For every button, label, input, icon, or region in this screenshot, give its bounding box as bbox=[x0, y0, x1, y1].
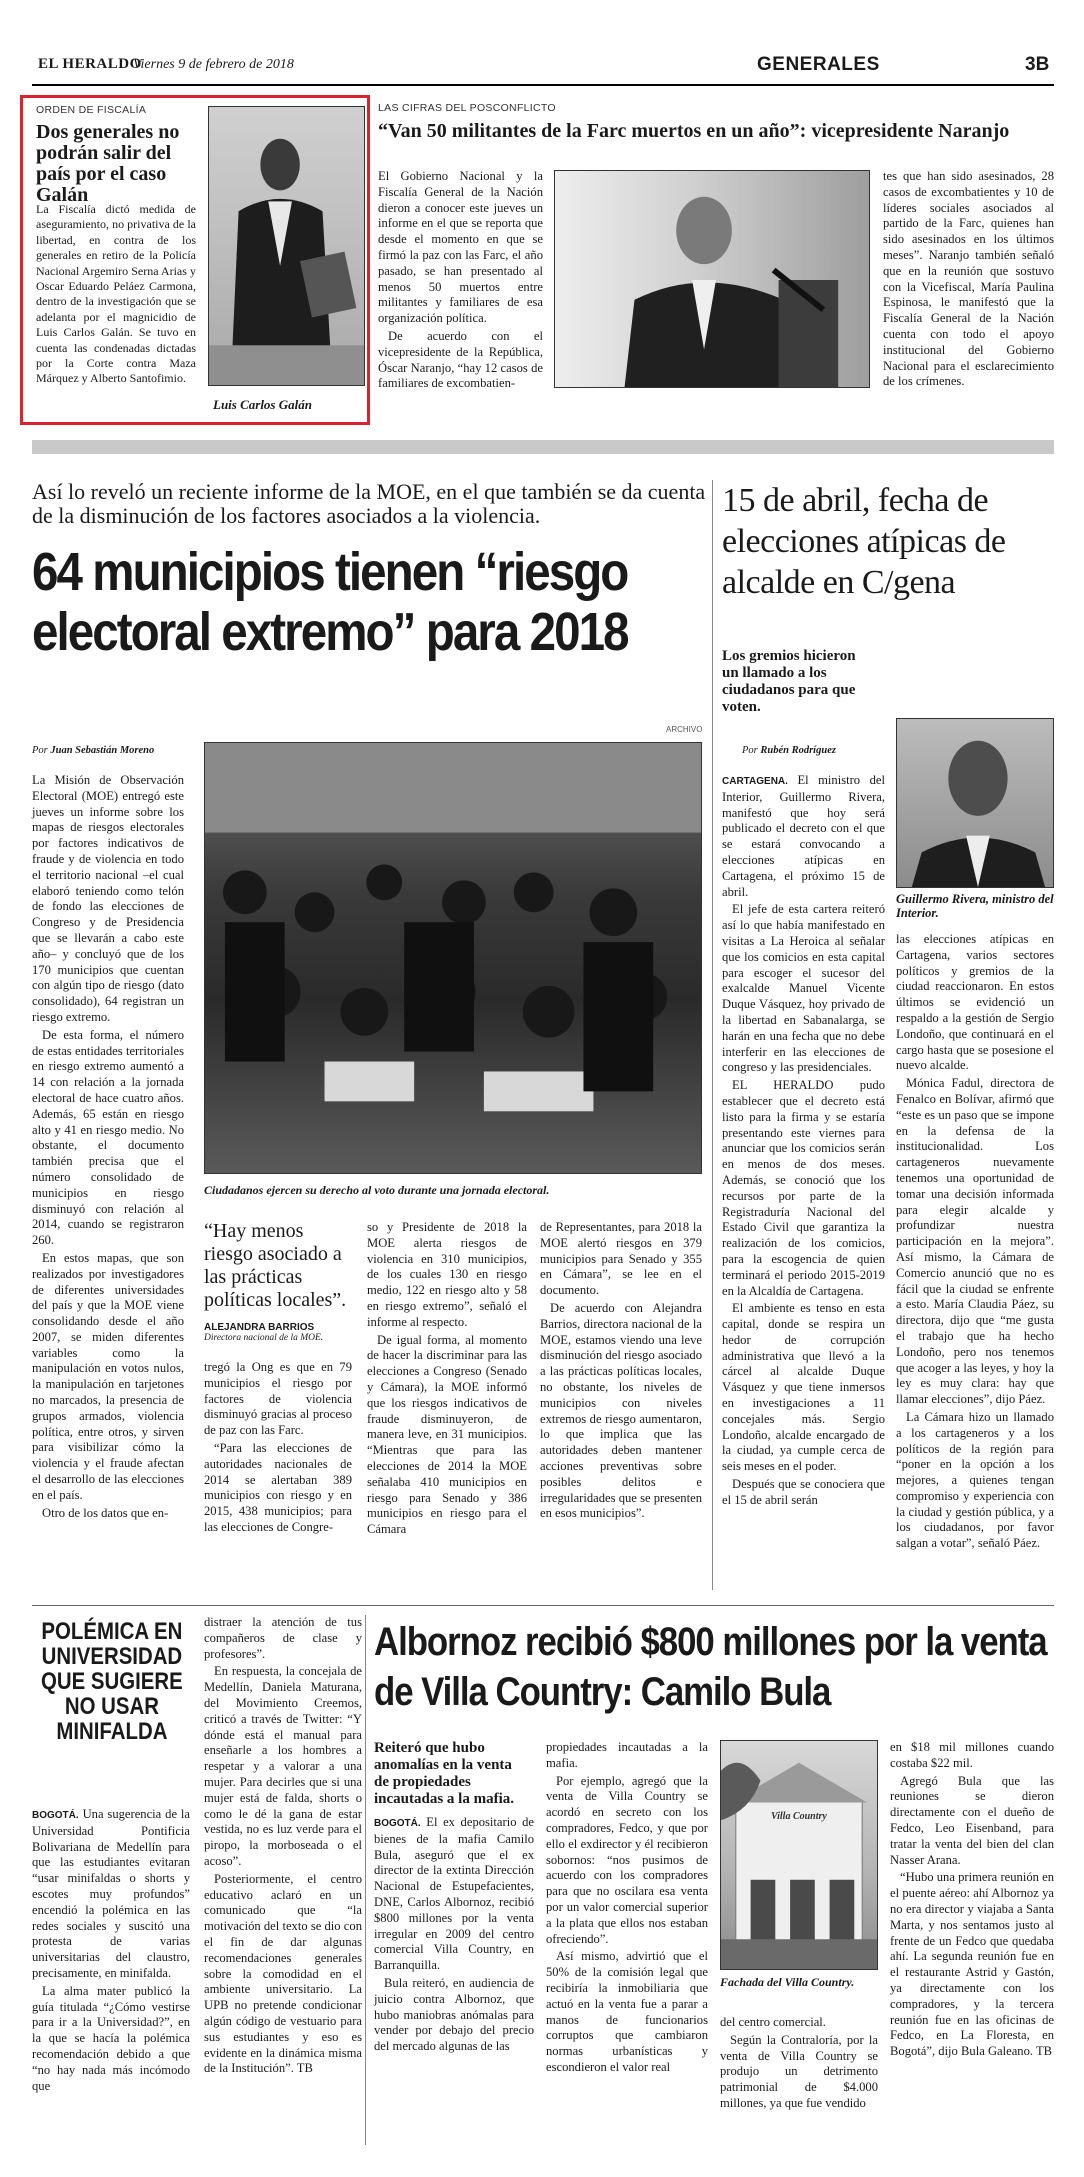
header-date: Viernes 9 de febrero de 2018 bbox=[133, 57, 294, 72]
cartagena-article bbox=[722, 480, 1054, 1600]
bottom-divider bbox=[32, 1605, 1054, 1606]
fiscalia-caption: Luis Carlos Galán bbox=[213, 397, 312, 412]
moe-quote-role: Directora nacional de la MOE. bbox=[204, 1333, 324, 1343]
header-rule bbox=[32, 84, 1054, 86]
albornoz-dateline: BOGOTÁ. bbox=[374, 1818, 421, 1829]
fiscalia-box bbox=[20, 95, 370, 425]
column-rule bbox=[712, 480, 713, 1590]
naranjo-photo bbox=[554, 170, 870, 388]
albornoz-headline: Albornoz recibió $800 millones por la venta de Villa Country: Camilo Bula bbox=[374, 1620, 1047, 1714]
cartagena-deck: Los gremios hicieron un llamado a los ciudadanos para que voten. bbox=[722, 648, 856, 715]
moe-deck: Así lo reveló un reciente informe de la MOE, en el que también se da cuenta de la disminución de los factores asociados a la violencia. bbox=[32, 479, 706, 528]
moe-quote-author: ALEJANDRA BARRIOS bbox=[204, 1322, 315, 1333]
albornoz-caption: Fachada del Villa Country. bbox=[720, 1975, 855, 1989]
cartagena-dateline: CARTAGENA. bbox=[722, 776, 788, 787]
minifalda-headline: POLÉMICA EN UNIVERSIDAD QUE SUGIERE NO USAR MINIFALDA bbox=[41, 1618, 183, 1745]
page-header bbox=[32, 52, 1054, 82]
posconflicto-col2: tes que han sido asesinados, 28 casos de excombatientes y 10 de líderes sociales asociados al partido de la Farc, quienes han sido asesinados en los últimos meses”. Naranjo también señaló que en la reunión que sostuvo con la Vicefiscal, María Paulina Espinosa, le manifestó que la Fiscalía General de la Nación cuenta con todo el apoyo institucional del Gobierno Nacional para el esclarecimiento de los crímenes. bbox=[883, 169, 1054, 389]
moe-photo-credit: ARCHIVO bbox=[666, 725, 703, 734]
moe-article bbox=[32, 479, 706, 1600]
moe-headline: 64 municipios tienen “riesgo electoral extremo” para 2018 bbox=[32, 542, 628, 662]
moe-col3: so y Presidente de 2018 la MOE alerta riesgos de violencia en 310 municipios, de los cuales 130 en riesgo medio, 122 en riesgo alto y 58 en riesgo extremo”, señaló el informe al respecto. De igual forma, al momento de hacer la discriminar para las elecciones a Congreso (Senado y Cámara), la MOE informó que los riesgos indicativos de fraude disminuyeron, de manera leve, en 31 municipios. “Mientras que para las elecciones de 2014 la MOE señalaba 410 municipios en riesgo para Senado y 386 municipios en riesgo para el Cámara bbox=[367, 1220, 527, 1537]
posconflicto-kicker: LAS CIFRAS DEL POSCONFLICTO bbox=[378, 102, 556, 114]
posconflicto-title: “Van 50 militantes de la Farc muertos en un año”: vicepresidente Naranjo bbox=[378, 120, 1010, 142]
rivera-photo bbox=[896, 718, 1054, 888]
albornoz-article bbox=[374, 1615, 1054, 2155]
albornoz-deck: Reiteró que hubo anomalías en la venta de propiedades incautadas a la mafia. bbox=[374, 1740, 515, 1807]
fiscalia-kicker: ORDEN DE FISCALÍA bbox=[36, 104, 147, 116]
moe-quote-box bbox=[204, 1220, 352, 1343]
moe-col2b: tregó la Ong es que en 79 municipios el riesgo por factores de violencia disminuyó gracias al proceso de paz con las Farc. “Para las elecciones de autoridades nacionales de 2014 se alertaban 389 municipios con riesgo y en 2015, 438 municipios; para las elecciones de Congre- bbox=[204, 1360, 352, 1534]
masthead: EL HERALDO bbox=[38, 56, 142, 72]
villa-country-sign: Villa Country bbox=[771, 1811, 827, 1822]
minifalda-col1: BOGOTÁ. Una sugerencia de la Universidad Pontificia Bolivariana de Medellín para que las estudiantes evitaran “usar minifaldas o shorts y escotes muy profundos” encendió la polémica en las redes sociales y suscitó una protesta de varias universitarias del claustro, precisamente, en minifalda. La alma mater publicó la guía titulada “¿Cómo vestirse para ir a la Universidad?”, en la que se hacía la polémica recomendación debido a que “no hay nada más incómodo que bbox=[32, 1807, 190, 2093]
voting-photo bbox=[204, 742, 702, 1174]
minifalda-dateline: BOGOTÁ. bbox=[32, 1810, 79, 1821]
cartagena-col2: las elecciones atípicas en Cartagena, varios sectores políticos y gremios de la ciudad reaccionaron. En estos últimos se evidenció un respaldo a la gestión de Sergio Londoño, que continuará en el cargo hasta que se posesione el nuevo alcalde. Mónica Fadul, directora de Fenalco en Bolívar, afirmó que “este es un paso que se impone en la defensa de la institucionalidad. Los cartageneros nuevamente tenemos una oportunidad de tomar una decisión informada para elegir alcalde y profundizar nuestra participación en la mejora”. Así mismo, la Cámara de Comercio anunció que no es fácil que la ciudad se enfrente a esto. María Claudia Páez, su directora, dijo que “me gusta el trabajo que ha hecho Londoño, pero nos tenemos que acoger a las leyes, y hoy la ley es muy clara: hay que llamar elecciones”, dijo Páez. La Cámara hizo un llamado a los cartageneros y a los políticos de la región para “poner en la opción a los mejores, a quienes tengan compromiso y experiencia con la ciudad y gestión pública, y a los ciudadanos, por favor salgan a votar”, señaló Páez. bbox=[896, 932, 1054, 1551]
albornoz-col1: BOGOTÁ. El ex depositario de bienes de la mafia Camilo Bula, aseguró que el ex director de la extinta Dirección Nacional de Estupefacientes, DNE, Carlos Albornoz, recibió $800 millones por la venta irregular en 2009 del centro comercial Villa Country, en Barranquilla. Bula reiteró, en audiencia de juicio contra Albornoz, que hubo maniobras anómalas para vender por debajo del precio del mercado algunas de las bbox=[374, 1815, 534, 2054]
moe-quote: “Hay menos riesgo asociado a las prácticas políticas locales”. bbox=[204, 1220, 347, 1311]
villa-country-photo bbox=[720, 1740, 878, 1970]
posconflicto-col1: El Gobierno Nacional y la Fiscalía General de la Nación dieron a conocer este jueves un informe en el que se reporta que desde el momento en que se firmó la paz con las Farc, el año pasado, se han presentado al menos 50 muertos entre militantes y familiares de esa organización política. De acuerdo con el vicepresidente de la República, Óscar Naranjo, “hay 12 casos de familiares de excombatien- bbox=[378, 169, 543, 391]
minifalda-article bbox=[32, 1615, 362, 2155]
cartagena-headline: 15 de abril, fecha de elecciones atípicas de alcalde en C/gena bbox=[722, 482, 1006, 601]
cartagena-byline: Por Rubén Rodríguez bbox=[742, 745, 836, 756]
posconflicto-article bbox=[378, 98, 1054, 428]
column-rule-bottom bbox=[365, 1615, 366, 2145]
cartagena-col1: CARTAGENA. El ministro del Interior, Guillermo Rivera, manifestó que hoy será publicado el decreto con el que se estará convocando a elecciones atípicas en Cartagena, el próximo 15 de abril. El jefe de esta cartera reiteró así lo que había manifestado en visitas a La Heroica al señalar que los comicios en esta capital para escoger el sucesor del exalcalde Manuel Vicente Duque Vásquez, hoy privado de la libertad en Sabanalarga, se harán en una fecha que no debe interferir en las elecciones de congreso y las presidenciales. EL HERALDO pudo establecer que el decreto está listo para la firma y se estaría presentando este viernes para anunciar que los comicios serán en menos de dos meses. Además, se conoció que los recursos por parte de la Registraduría Nacional del Estado Civil que garantiza la realización de los comicios, para la escogencia de quien terminará el periodo 2015-2019 en la Alcaldía de Cartagena. El ambiente es tenso en esta capital, donde se respira un hedor de corrupción administrativa que llevó a la cárcel al alcalde Duque Vásquez y que tiene inmersos en investigaciones a 11 concejales más. Sergio Londoño, alcalde encargado de la ciudad, ya cumple cerca de seis meses en el poder. Después que se conociera que el 15 de abril serán bbox=[722, 773, 885, 1507]
moe-col4: de Representantes, para 2018 la MOE alertó riesgos en 379 municipios para Senado y 355 en Cámara”, se lee en el documento. De acuerdo con Alejandra Barrios, directora nacional de la MOE, estamos viendo una leve disminución del riesgo asociado a las prácticas políticas locales, no obstante, los niveles de municipios con niveles extremos de riesgo aumentaron, lo que implica que las autoridades deben mantener acciones preventivas sobre posibles delitos e irregularidades que se presenten en esos municipios”. bbox=[540, 1220, 702, 1521]
fiscalia-title: Dos generales no podrán salir del país por el caso Galán bbox=[36, 121, 180, 206]
fiscalia-body: La Fiscalía dictó medida de aseguramiento, no privativa de la libertad, en contra de los generales en retiro de la Policía Nacional Argemiro Serna Arias y Oscar Eduardo Peláez Carmona, dentro de la investigación que se adelanta por el magnicidio de Luis Carlos Galán. Se tuvo en cuenta las condenadas dictadas por la Corte contra Maza Márquez y Alberto Santofimio. bbox=[36, 202, 196, 386]
cartagena-caption: Guillermo Rivera, ministro del Interior. bbox=[896, 892, 1054, 920]
page-number: 3B bbox=[1025, 54, 1050, 75]
section-name: GENERALES bbox=[757, 54, 880, 75]
galan-photo bbox=[208, 106, 365, 386]
albornoz-col3: del centro comercial. Según la Contraloría, por la venta de Villa Country se produjo un detrimento patrimonial de $4.000 millones, ya que fue vendido bbox=[720, 2015, 878, 2110]
albornoz-col2: propiedades incautadas a la mafia. Por ejemplo, agregó que la venta de Villa Country se acordó en secreto con los compradores, Fedco, y que por ello el exdirector y él recibieron sobornos: “nos pusimos de acuerdo con los compradores para que no oscilara esa venta por un valor comercial superior a la plata que ellos nos estaban ofreciendo”. Así mismo, advirtió que el 50% de la comisión legal que recibiría la inmobiliaria que actuó en la venta fue a parar a manos de funcionarios corruptos que cambiaron normas urbanísticas y escondieron el valor real bbox=[546, 1740, 708, 2074]
moe-caption: Ciudadanos ejercen su derecho al voto durante una jornada electoral. bbox=[204, 1183, 550, 1197]
moe-byline: Por Juan Sebastián Moreno bbox=[32, 745, 155, 756]
section-divider bbox=[32, 440, 1054, 454]
albornoz-col4: en $18 mil millones cuando costaba $22 mil. Agregó Bula que las reuniones se dieron directamente con el dueño de Fedco, Leo Eisenband, para tratar la venta del bien del clan Nasser Arana. “Hubo una primera reunión en el puente aéreo: ahí Albornoz ya no era director y viajaba a Santa Marta, y nos sentamos justo al frente de un Fedco que quedaba ahí. La segunda reunión fue en el restaurante Astrid y Gastón, ya directamente con los compradores, y la tercera reunión fue en las oficinas de Fedco, en La Floresta, en Bogotá”, dijo Bula Galeano. TB bbox=[890, 1740, 1054, 2059]
minifalda-col2: distraer la atención de tus compañeros de clase y profesores”. En respuesta, la concejala de Medellín, Daniela Maturana, del Movimiento Creemos, criticó a través de Twitter: “Y dónde está el manual para enseñarle a los hombres a respetar y a valorar a una mujer. Para decirles que si una mujer está de falda, shorts o como le dé la gana de estar vestida, no es luz verde para el piropo, la morboseada o el acoso”. Posteriormente, el centro educativo aclaró en un comunicado que “la motivación del texto se dio con el fin de dar algunas recomendaciones generales sobre la comodidad en el ambiente universitario. La UPB no pretende condicionar algún código de vestuario para sus estudiantes y eso es evidente en la dinámica misma de la Institución”. TB bbox=[204, 1615, 362, 2076]
moe-col1: La Misión de Observación Electoral (MOE) entregó este jueves un informe sobre los mapas de riesgos electorales por factores indicativos de fraude y de violencia en todo el territorio nacional –el cual elaboró teniendo como telón de fondo las elecciones de Congreso y de Presidencia que se llevarán a cabo este año– y concluyó que de los 170 municipios que cuentan con algún tipo de riesgo (dato consolidado), 64 registran un riesgo extremo. De esta forma, el número de estas entidades territoriales en riesgo extremo aumentó a 14 con relación a la jornada electoral de hace cuatro años. Además, 65 están en riesgo alto y 41 en riesgo medio. No obstante, el documento también precisa que el número consolidado de municipios en riesgo disminuyó con relación al 2014, cuando se registraron 260. En estos mapas, que son realizados por investigadores de diferentes universidades del país y que la MOE viene consolidando desde el año 2007, se miden diferentes variables como la manipulación en votos nulos, la manipulación en tarjetones no marcados, la presencia de grupos armados, violencia política, entre otros, y sirven para visibilizar cómo la violencia y el fraude afectan el desarrollo de las elecciones en el país. Otro de los datos que en- bbox=[32, 773, 184, 1520]
